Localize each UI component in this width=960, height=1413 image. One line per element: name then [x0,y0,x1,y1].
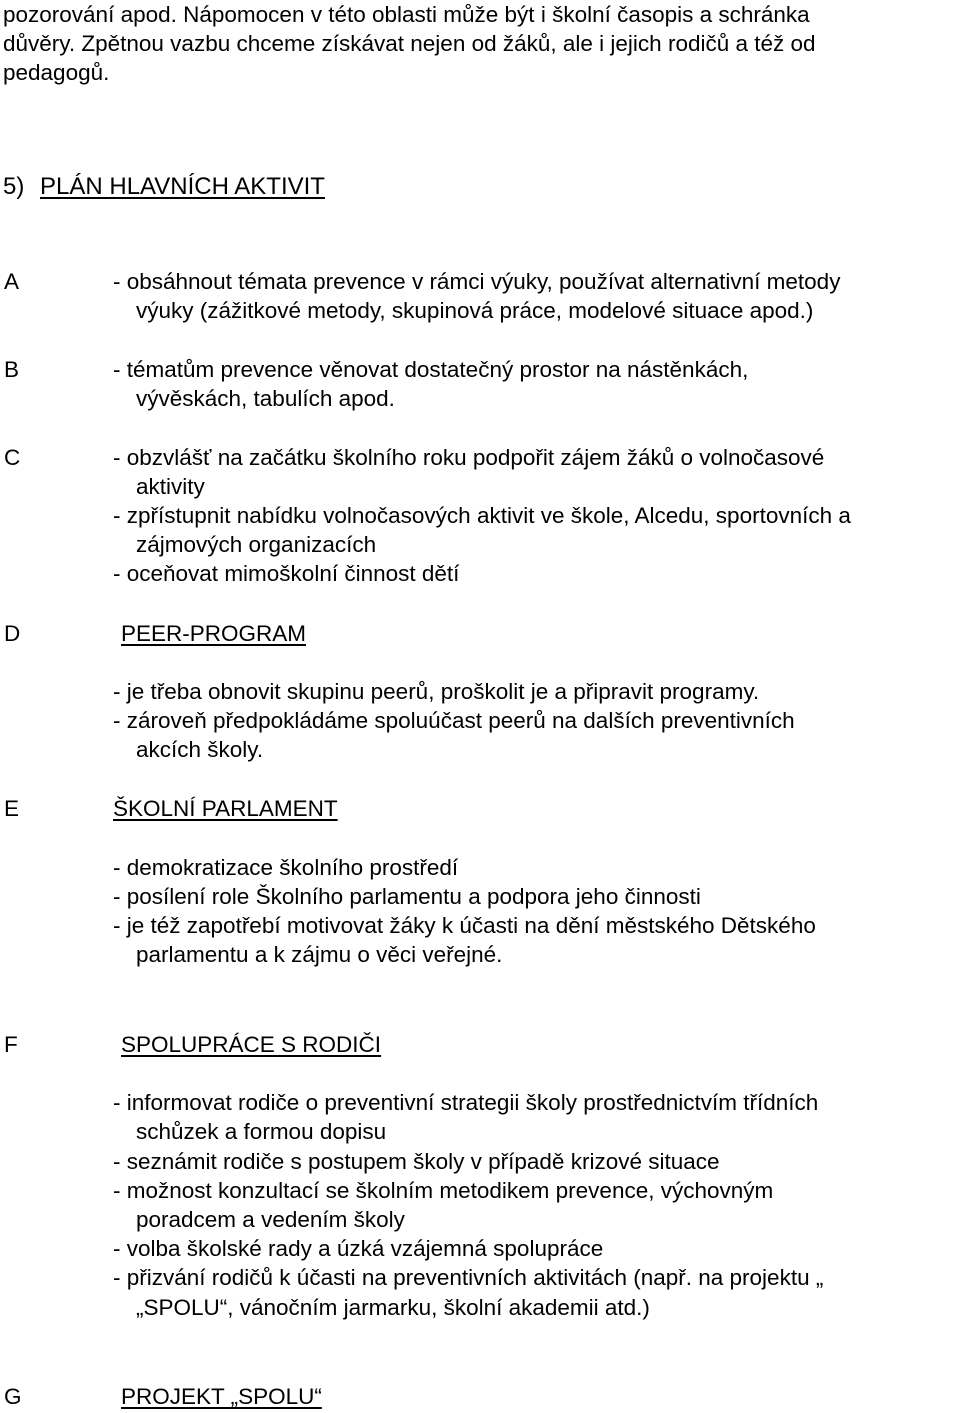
section-c-line-3: - zpřístupnit nabídku volnočasových aktivit ve škole, Alcedu, sportovních a [113,503,851,528]
section-a-line-1: - obsáhnout témata prevence v rámci výuky, používat alternativní metody [113,269,841,294]
section-a-letter: A [4,269,20,294]
section-f-line-4: - možnost konzultací se školním metodikem prevence, výchovným [113,1178,774,1203]
section-f-line-7: - přizvání rodičů k účasti na preventivních aktivitách (např. na projektu „ [113,1265,824,1290]
section-d-line-1: - je třeba obnovit skupinu peerů, proškolit je a připravit programy. [113,679,760,704]
section-f-line-1: - informovat rodiče o preventivní strategii školy prostřednictvím třídních [113,1090,819,1115]
section-f-line-5: poradcem a vedením školy [136,1207,405,1232]
section-e-line-1: - demokratizace školního prostředí [113,855,459,880]
section-f-line-8: „SPOLU“, vánočním jarmarku, školní akademii atd.) [136,1295,650,1320]
section-g-letter: G [4,1384,22,1409]
section-c-line-5: - oceňovat mimoškolní činnost dětí [113,561,460,586]
section-d-line-2: - zároveň předpokládáme spoluúčast peerů na dalších preventivních [113,708,795,733]
section-e-title: ŠKOLNÍ PARLAMENT [113,796,338,821]
section-c-line-1: - obzvlášť na začátku školního roku podpořit zájem žáků o volnočasové [113,445,825,470]
intro-line-1: pozorování apod. Nápomocen v této oblasti může být i školní časopis a schránka [3,2,810,27]
section-d-title: PEER-PROGRAM [121,621,307,646]
section-b-line-2: vývěskách, tabulích apod. [136,386,395,411]
section-d-letter: D [4,621,21,646]
section-d-line-3: akcích školy. [136,737,264,762]
heading-title: PLÁN HLAVNÍCH AKTIVIT [40,173,325,200]
section-f-line-2: schůzek a formou dopisu [136,1119,387,1144]
section-f-line-3: - seznámit rodiče s postupem školy v případě krizové situace [113,1149,720,1174]
section-c-line-2: aktivity [136,474,205,499]
section-e-letter: E [4,796,20,821]
section-c-letter: C [4,445,21,470]
section-e-line-4: parlamentu a k zájmu o věci veřejné. [136,942,503,967]
section-g-title: PROJEKT „SPOLU“ [121,1384,322,1409]
section-a-line-2: výuky (zážitkové metody, skupinová práce, modelové situace apod.) [136,298,814,323]
section-f-line-6: - volba školské rady a úzká vzájemná spolupráce [113,1236,604,1261]
heading-number: 5) [3,173,25,200]
section-e-line-2: - posílení role Školního parlamentu a podpora jeho činnosti [113,884,701,909]
section-b-line-1: - tématům prevence věnovat dostatečný prostor na nástěnkách, [113,357,749,382]
intro-line-3: pedagogů. [3,60,110,85]
section-e-line-3: - je též zapotřebí motivovat žáky k účasti na dění městského Dětského [113,913,816,938]
section-b-letter: B [4,357,20,382]
section-c-line-4: zájmových organizacích [136,532,377,557]
section-f-letter: F [4,1032,18,1057]
intro-line-2: důvěry. Zpětnou vazbu chceme získávat nejen od žáků, ale i jejich rodičů a též od [3,31,816,56]
section-f-title: SPOLUPRÁCE S RODIČI [121,1032,382,1057]
